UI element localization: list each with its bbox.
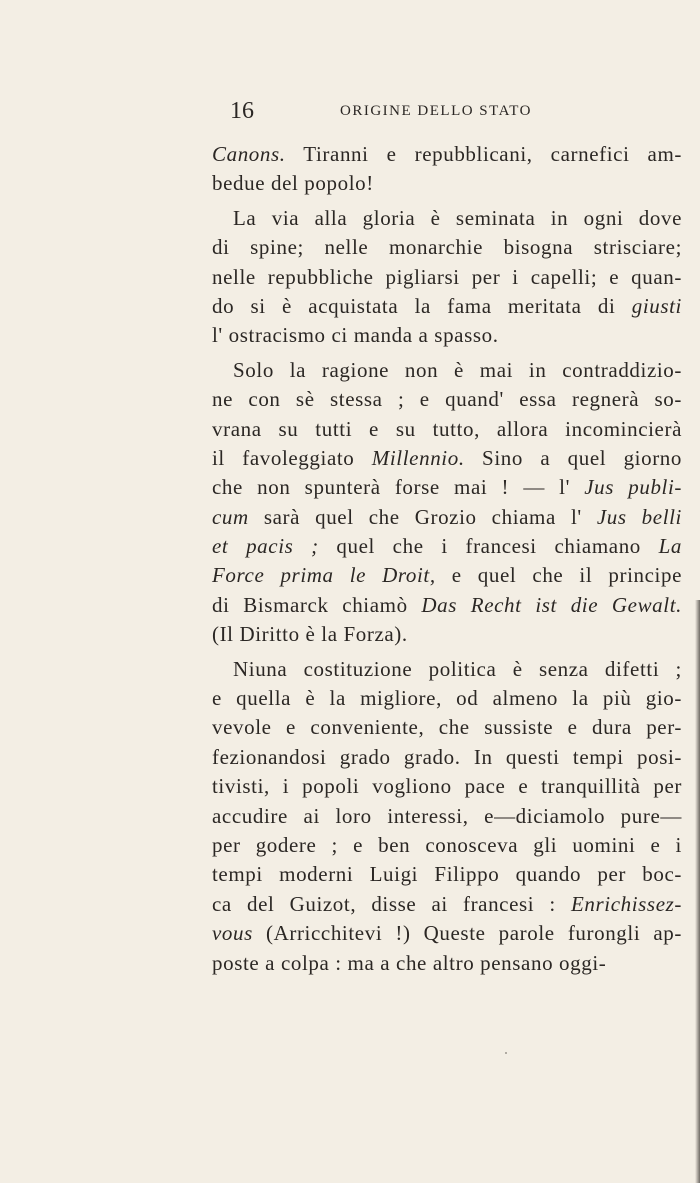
paragraph: [212, 204, 682, 351]
paragraph: [212, 655, 682, 978]
text-line: tivisti, i popoli vogliono pace e tranquillità per: [212, 774, 682, 799]
text-line: poste a colpa : ma a che altro pensano oggi-: [212, 950, 607, 975]
paragraph: [212, 140, 682, 199]
text-line: di Bismarck chiamò Das Recht ist die Gewalt.: [212, 592, 682, 617]
text-line: vous (Arricchitevi !) Queste parole furongli ap-: [212, 921, 682, 946]
text-line: che non spunterà forse mai ! — l' Jus publi-: [212, 475, 683, 500]
text-line: ca del Guizot, disse ai francesi : Enrichissez-: [212, 891, 682, 916]
text-line: di spine; nelle monarchie bisogna strisciare;: [212, 235, 682, 260]
text-line: cum sarà quel che Grozio chiama l' Jus belli: [212, 504, 682, 529]
text-line: fezionandosi grado grado. In questi tempi posi-: [212, 744, 682, 769]
text-line: tempi moderni Luigi Filippo quando per boc-: [212, 862, 682, 887]
text-line: Force prima le Droit, e quel che il principe: [212, 563, 682, 588]
text-line: et pacis ; quel che i francesi chiamano La: [212, 534, 682, 559]
text-line: ne con sè stessa ; e quand' essa regnerà so-: [212, 387, 682, 412]
text-line: do si è acquistata la fama meritata di giusti: [212, 293, 682, 318]
text-line: (Il Diritto è la Forza).: [212, 622, 408, 647]
text-line: Niuna costituzione politica è senza difetti ;: [233, 656, 682, 681]
text-line: La via alla gloria è seminata in ogni dove: [233, 205, 682, 230]
body-text: [212, 140, 682, 978]
text-line: vevole e conveniente, che sussiste e dura per-: [212, 715, 682, 740]
text-line: per godere ; e ben conosceva gli uomini e i: [212, 832, 682, 857]
text-line: vrana su tutti e su tutto, allora incomincierà: [212, 416, 682, 441]
text-line: bedue del popolo!: [212, 171, 374, 196]
page-edge-shadow: [695, 600, 700, 1183]
text-line: Solo la ragione non è mai in contraddizio-: [233, 357, 682, 382]
running-head: [230, 96, 560, 126]
text-line: e quella è la migliore, od almeno la più gio-: [212, 686, 682, 711]
text-line: il favoleggiato Millennio. Sino a quel giorno: [212, 445, 682, 470]
page-number: 16: [230, 98, 254, 124]
ink-speck: [505, 1052, 507, 1054]
text-line: accudire ai loro interessi, e—diciamolo pure—: [212, 803, 682, 828]
text-line: Canons. Tiranni e repubblicani, carnefici am-: [212, 142, 682, 166]
text-line: l' ostracismo ci manda a spasso.: [212, 323, 499, 348]
paragraph: [212, 356, 682, 650]
running-title: ORIGINE DELLO STATO: [340, 103, 533, 119]
text-line: nelle repubbliche pigliarsi per i capelli; e quan-: [212, 264, 682, 289]
